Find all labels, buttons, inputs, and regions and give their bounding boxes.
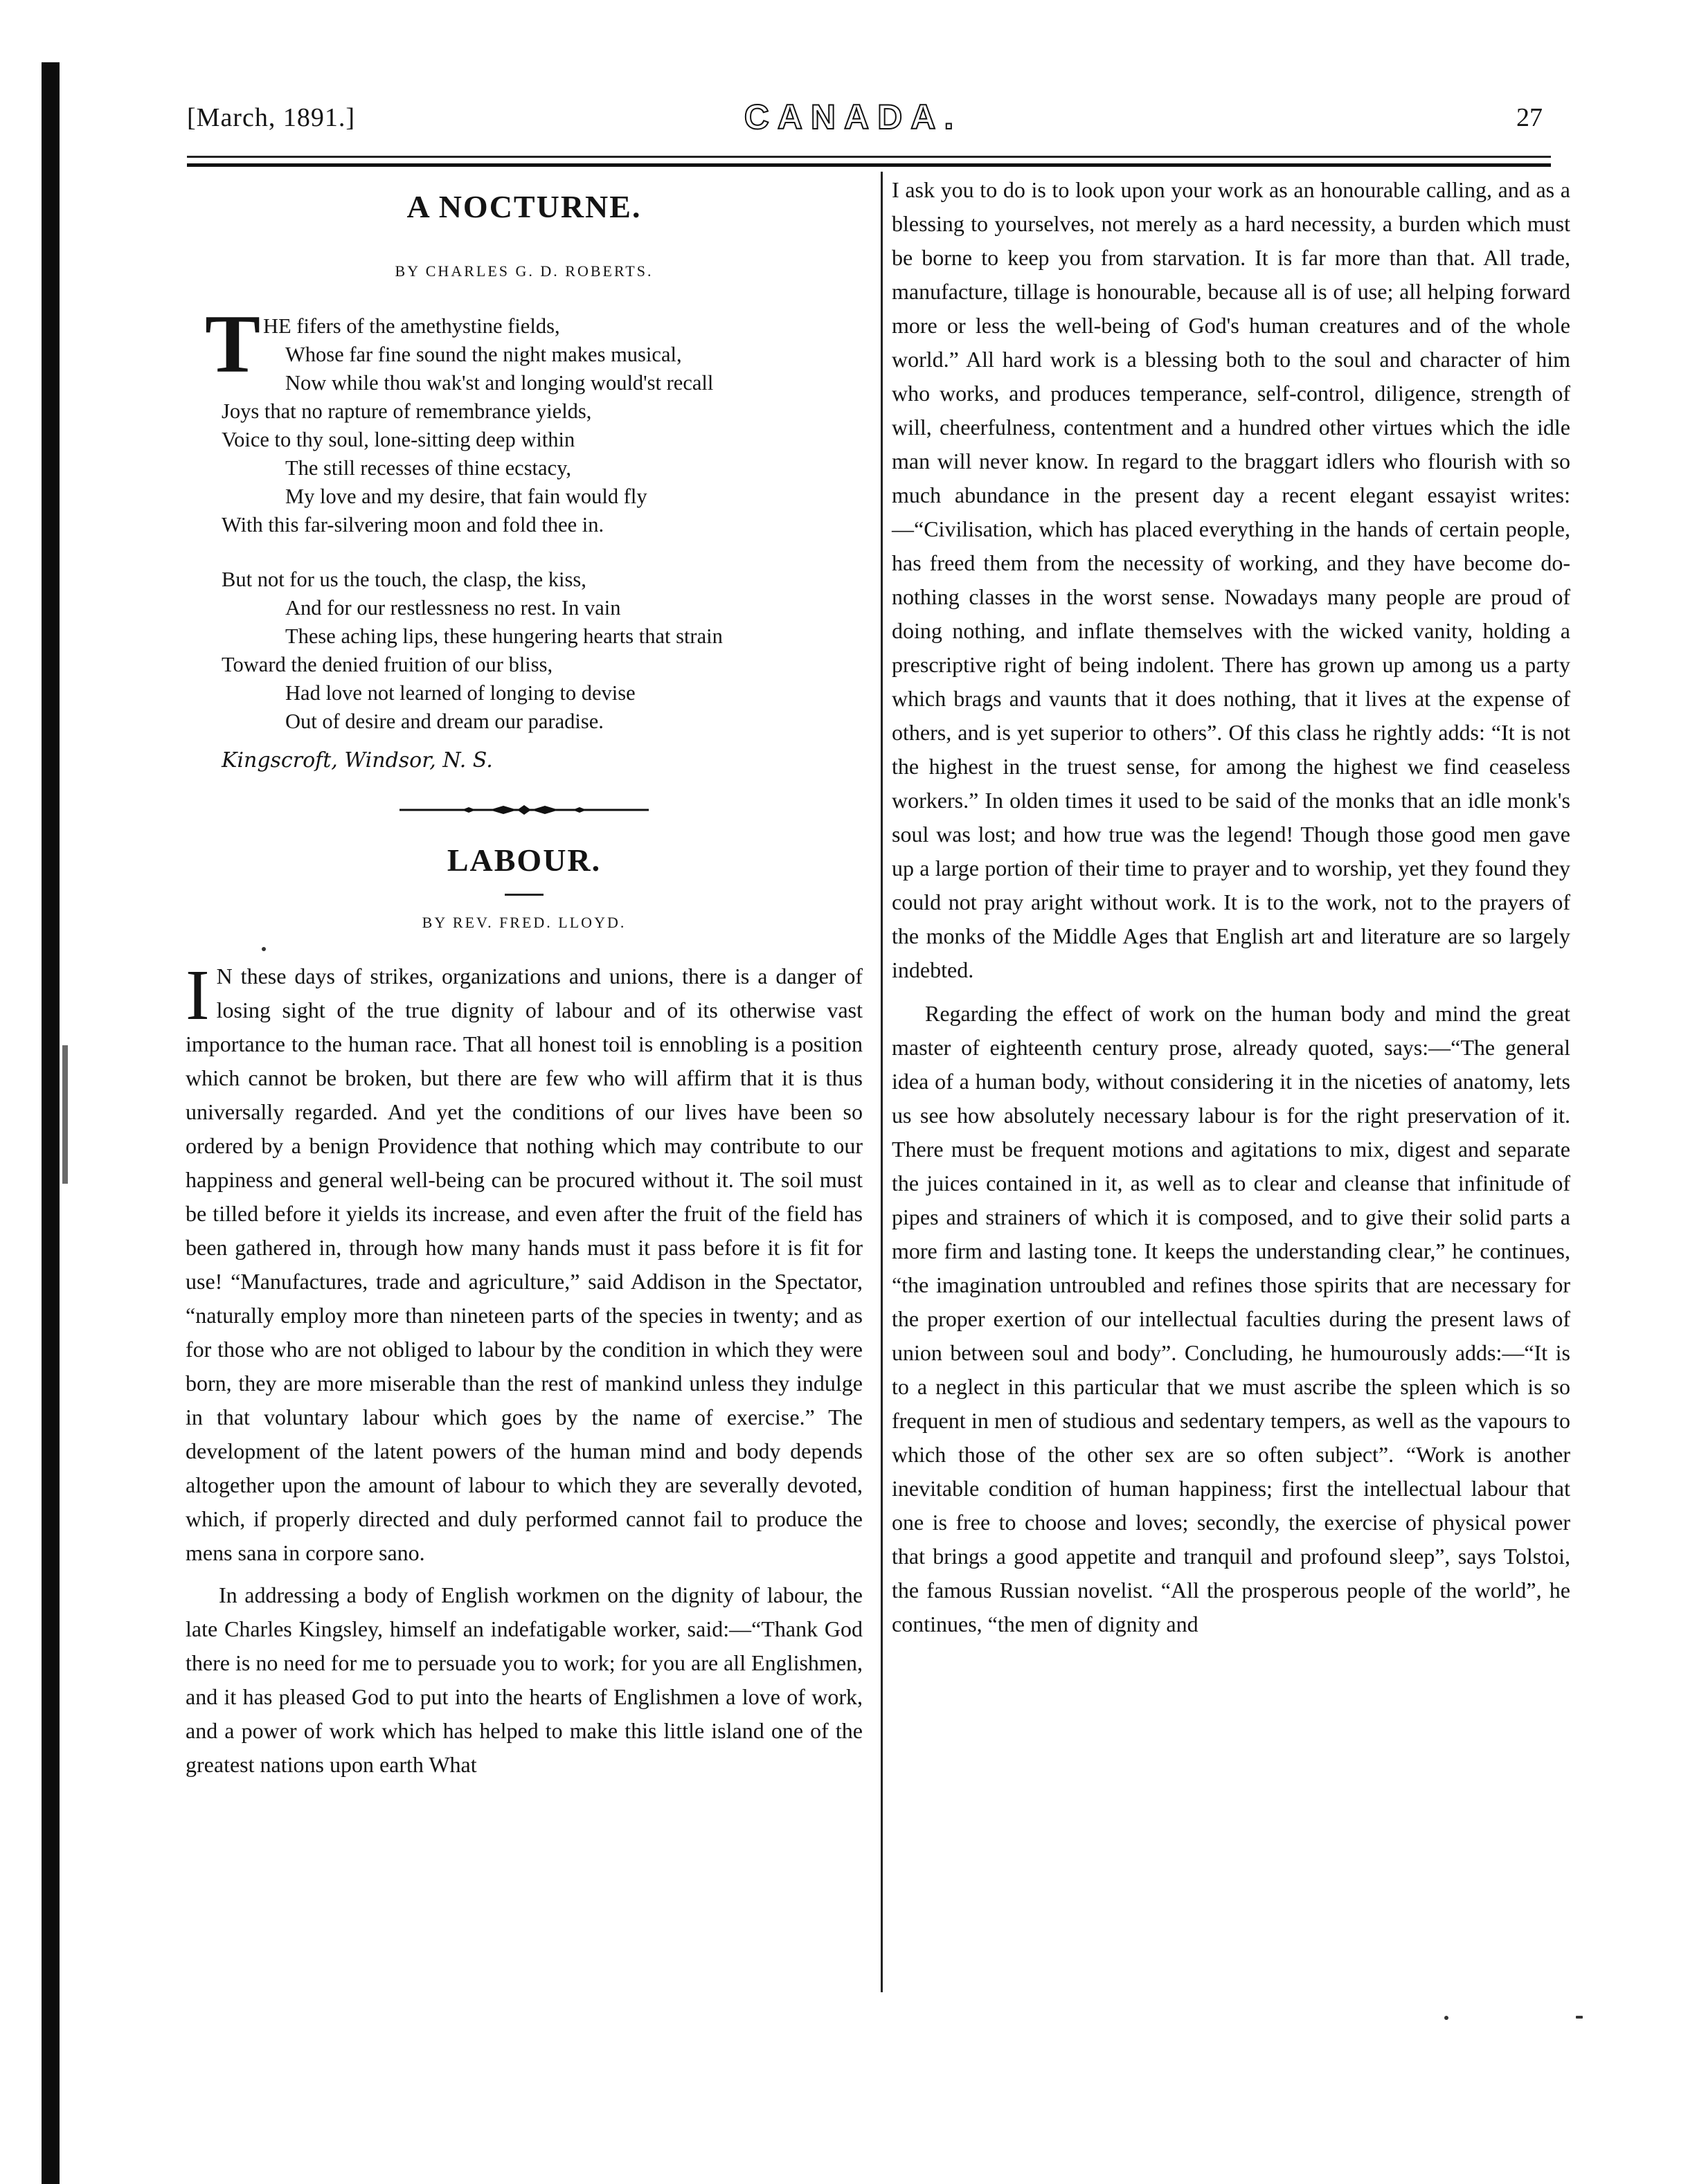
- poem-line: And for our restlessness no rest. In vain: [285, 596, 621, 620]
- article-paragraph-1: [186, 955, 863, 1570]
- right-column: [892, 173, 1570, 1641]
- scan-speck: [1576, 2016, 1583, 2019]
- article-drop-cap: I: [186, 955, 210, 1035]
- poem-title: A NOCTURNE.: [406, 189, 642, 224]
- poem-line: The still recesses of thine ecstacy,: [285, 456, 572, 480]
- left-column: [186, 173, 863, 1782]
- poem-byline: BY CHARLES G. D. ROBERTS.: [395, 262, 654, 280]
- poem-stanza-2: [222, 566, 863, 736]
- poem-drop-cap: T: [205, 298, 261, 390]
- binding-edge: [42, 62, 60, 2184]
- article-paragraph-4: Regarding the effect of work on the human body and mind the great master of eighteenth century prose, already quoted, says:—“The general idea of a human body, without considering it in the niceties of anatomy, lets us see how absolutely necessary labour is for the right preservation of it. There must be frequent motions and agitations to mix, digest and separate the juices contained in it, as well as to clear and cleanse that infinitude of pipes and strainers of which it is composed, and to give their solid parts a more firm and lasting tone. It keeps the understanding clear,” he continues, “the imagination untroubled and refines those spirits that are necessary for the proper exertion of our intellectual faculties during the present laws of union between soul and body”. Concluding, he humourously adds:—“It is to a neglect in this particular that we must ascribe the spleen which is so frequent in men of studious and sedentary tempers, as well as the vapours to which those of the other sex are so often subject”. “Work is another inevitable condition of human happiness; first the intellectual labour that one is free to choose and loves; secondly, the exercise of physical power that brings a good appetite and tranquil and profound sleep”, says Tolstoi, the famous Russian novelist. “All the prosperous people of the world”, he continues, “the men of dignity and: [892, 1001, 1570, 1636]
- header-rule-thin: [187, 156, 1551, 158]
- article-paragraph-2: In addressing a body of English workmen on the dignity of labour, the late Charles Kingsley, himself an indefatigable worker, said:—“Thank God there is no need for me to persuade you to work; for you are all Englishmen, and it has pleased God to put into the hearts of Englishmen a love of work, and a power of work which has helped to make this little island one of the greatest nations upon earth What: [186, 1582, 863, 1777]
- poem-line: Out of desire and dream our paradise.: [285, 710, 604, 733]
- scan-speck: [262, 947, 266, 951]
- page-number: 27: [1516, 103, 1543, 132]
- poem-line: With this far-silvering moon and fold thee in.: [222, 513, 604, 536]
- scan-artifact: [62, 1045, 68, 1184]
- poem: [186, 298, 863, 736]
- column-divider: [881, 172, 883, 1992]
- poem-line: But not for us the touch, the clasp, the kiss,: [222, 568, 586, 591]
- scan-speck: [1444, 2016, 1448, 2020]
- poem-line: Had love not learned of longing to devise: [285, 681, 636, 705]
- article-paragraph-3: I ask you to do is to look upon your work as an honourable calling, and as a blessing to yourselves, not merely as a hard necessity, a burden which must be borne to keep you from starvation. It is far more than that. All trade, manufacture, tillage is honourable, because all is of use; all helping forward more or less the well-being of God's human creatures and of the whole world.” All hard work is a blessing both to the soul and character of him who works, and produces temperance, self-control, diligence, strength of will, cheerfulness, contentment and a hundred other virtues which the idle man will never know. In regard to the braggart idlers who flourish with so much abundance in the present day a recent elegant essayist writes:—“Civilisation, which has placed everything in the hands of certain people, has freed them from the necessity of working, and they have become do-nothing classes in the worst sense. Nowadays many people are proud of doing nothing, and inflate themselves with the wicked vanity, holding a prescriptive right of being indolent. There has grown up among us a party which brags and vaunts that it does nothing, that it lives at the expense of others, and is yet superior to others”. Of this class he rightly adds: “It is not the highest in the truest sense, for among the highest we find ceaseless workers.” In olden times it used to be said of the monks that an idle monk's soul was lost; and how true was the legend! Though those good men gave up a large portion of their time to prayer and to worship, yet they found they could not pray aright without work. It is to the work, not to the prayers of the monks of the Middle Ages that English art and literature are so largely indebted.: [892, 177, 1570, 982]
- poem-place: Kingscroft, Windsor, N. S.: [222, 748, 493, 773]
- masthead-title: CANADA.: [744, 98, 962, 136]
- section-ornament: [399, 803, 649, 817]
- poem-line: These aching lips, these hungering hearts that strain: [285, 624, 723, 648]
- poem-line: Joys that no rapture of remembrance yields,: [222, 399, 592, 423]
- poem-stanza-1: [222, 312, 863, 539]
- issue-date: [March, 1891.]: [187, 103, 355, 132]
- poem-line: Voice to thy soul, lone-sitting deep within: [222, 428, 575, 451]
- poem-line: HE fifers of the amethystine fields,: [263, 314, 560, 338]
- poem-line: My love and my desire, that fain would fly: [285, 485, 647, 508]
- poem-line: Now while thou wak'st and longing would'st recall: [285, 371, 714, 395]
- article-byline: BY REV. FRED. LLOYD.: [422, 914, 627, 931]
- poem-line: Toward the denied fruition of our bliss,: [222, 653, 553, 676]
- poem-line: Whose far fine sound the night makes musical,: [285, 343, 682, 366]
- article-paragraph-1-text: N these days of strikes, organizations and unions, there is a danger of losing sight of the true dignity of labour and of its otherwise vast importance to the human race. That all honest toil is ennobling is a position which cannot be broken, but there are few who will affirm that it is thus universally regarded. And yet the conditions of our lives have been so ordered by a benign Providence that nothing which may contribute to our happiness and general well-being can be procured without it. The soil must be tilled before it yields its increase, and even after the fruit of the field has been gathered in, through how many hands must it pass before it is fit for use! “Manufactures, trade and agriculture,” said Addison in the Spectator, “naturally employ more than nineteen parts of the species in twenty; and as for those who are not obliged to labour by the condition in which they were born, they are more miserable than the rest of mankind unless they indulge in that voluntary labour which goes by the name of exercise.” The development of the latent powers of the human mind and body depends altogether upon the amount of labour to which they are severally devoted, which, if properly directed and duly performed cannot fail to produce the mens sana in corpore sano.: [186, 964, 863, 1565]
- article-title: LABOUR.: [447, 842, 602, 878]
- header-rule-thick: [187, 163, 1551, 167]
